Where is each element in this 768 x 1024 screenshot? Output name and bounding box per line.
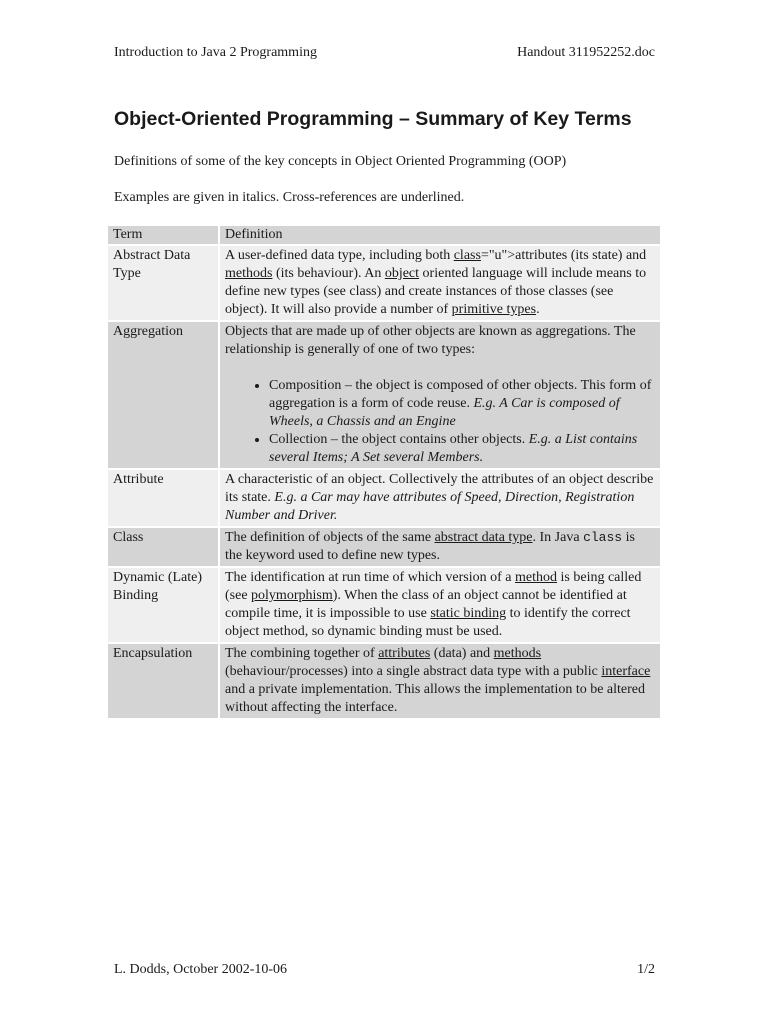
definition-cell [220,470,660,526]
list-item: • Composition – the object is composed of other objects. This form of aggregation is a form of code reuse. E.g. A Car is composed of Wheels, a Chassis and an Engine [269,377,655,431]
term-cell: Aggregation [108,322,218,468]
definition-text: A characteristic of an object. Collectively the attributes of an object describe its state. E.g. a Car may have attributes of Speed, Direction, Registration Number and Driver. [225,472,654,523]
page-footer [114,962,655,978]
definition-cell [220,246,660,320]
key-terms-table [106,224,662,720]
page-header [114,45,655,61]
header-filename: Handout 311952252.doc [517,45,655,60]
footer-author-date: L. Dodds, October 2002-10-06 [114,962,288,977]
definition-cell [220,322,660,468]
term-cell: Class [108,528,218,566]
definition-cell [220,568,660,642]
table-row [108,528,660,566]
column-header-definition: Definition [220,226,660,244]
definition-text: The definition of objects of the same abstract data type. In Java class is the keyword used to define new types. [225,530,635,563]
intro-conventions: Examples are given in italics. Cross-references are underlined. [114,190,465,205]
table-header-row [108,226,660,244]
list-item: • Collection – the object contains other objects. E.g. a List contains several Items; A Set several Members. [269,431,655,467]
term-cell: Abstract Data Type [108,246,218,320]
definition-text: The identification at run time of which version of a method is being called (see polymorphism). When the class of an object cannot be identified at compile time, it is impossible to use static binding to identify the correct object method, so dynamic binding must be used. [225,570,642,639]
intro-definitions: Definitions of some of the key concepts in Object Oriented Programming (OOP) [114,154,567,169]
table-row [108,246,660,320]
term-cell: Dynamic (Late) Binding [108,568,218,642]
column-header-term: Term [108,226,218,244]
definition-cell [220,528,660,566]
table-row [108,322,660,468]
table-row [108,470,660,526]
table-row [108,568,660,642]
definition-cell [220,644,660,718]
definition-bullet-list [225,377,655,467]
definition-text: Objects that are made up of other objects are known as aggregations. The relationship is generally of one of two types: [225,324,636,357]
definition-text: The combining together of attributes (data) and methods (behaviour/processes) into a single abstract data type with a public interface and a private implementation. This allows the implementation to be altered without affecting the interface. [225,646,651,715]
definition-text: A user-defined data type, including both class="u">attributes (its state) and methods (its behaviour). An object oriented language will include means to define new types (see class) and create instances of those classes (see object). It will also provide a number of primitive types. [225,248,647,317]
table-row [108,644,660,718]
header-course-title: Introduction to Java 2 Programming [114,45,317,60]
document-title: Object-Oriented Programming – Summary of Key Terms [114,108,632,130]
footer-page-number: 1/2 [637,962,655,977]
term-cell: Encapsulation [108,644,218,718]
term-cell: Attribute [108,470,218,526]
